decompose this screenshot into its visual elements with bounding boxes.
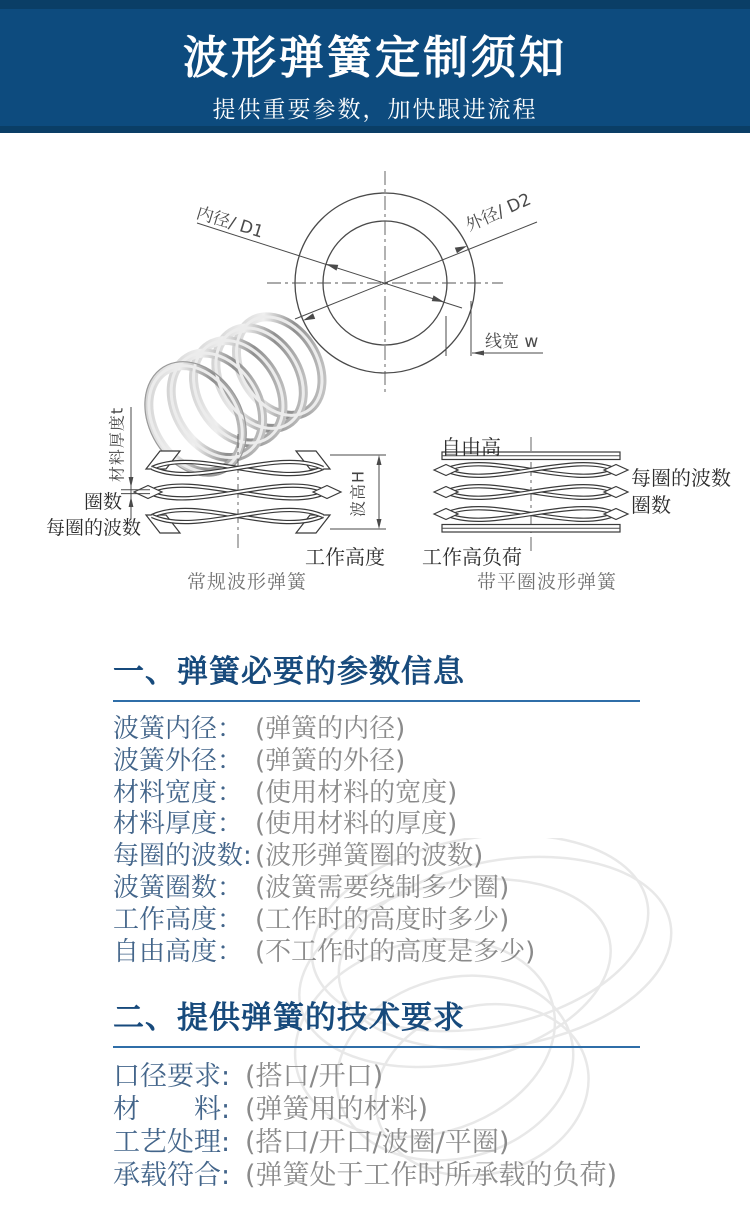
requirement-label: 承载符合:: [113, 1160, 231, 1191]
page-title: 波形弹簧定制须知: [182, 31, 567, 84]
requirement-row: [113, 1060, 673, 1093]
param-label: 材料厚度：: [113, 809, 244, 840]
param-label: 波簧圈数：: [113, 872, 244, 903]
shim-spring-caption: 带平圈波形弹簧: [477, 571, 618, 593]
section1-underline: [113, 700, 640, 702]
param-desc: (不工作时的高度是多少): [255, 936, 536, 967]
turns-label-left: 圈数: [84, 491, 123, 513]
param-label: 工作高度：: [113, 904, 244, 935]
param-row: [113, 873, 673, 905]
work-height-label: 工作高度: [305, 545, 385, 569]
requirement-desc: (弹簧处于工作时所承载的负荷): [245, 1160, 618, 1191]
section1-title: 一、弹簧必要的参数信息: [113, 654, 465, 690]
regular-spring-caption: 常规波形弹簧: [186, 571, 307, 593]
param-label: 自由高度：: [113, 936, 244, 967]
param-desc: (弹簧的内径): [255, 714, 406, 744]
requirement-label: 口径要求:: [113, 1061, 231, 1092]
wave-height-label: 波高H: [348, 469, 368, 518]
param-desc: (使用材料的厚度): [255, 809, 458, 840]
waves-per-turn-label-left: 每圈的波数: [46, 517, 142, 539]
param-label: 波簧外径：: [113, 745, 244, 776]
param-row: [113, 841, 673, 873]
requirement-desc: (弹簧用的材料): [245, 1094, 429, 1125]
section1-rows: [113, 714, 673, 968]
requirement-row: [113, 1093, 673, 1126]
requirement-label: 材 料:: [113, 1094, 231, 1125]
inner-diameter-label: 内径/ D1: [193, 203, 266, 243]
material-thickness-label: 材料厚度t: [107, 406, 127, 483]
work-height-load-label: 工作高负荷: [422, 545, 522, 569]
param-label: 波簧内径：: [113, 714, 244, 744]
page-subtitle: 提供重要参数，加快跟进流程: [212, 97, 538, 123]
param-label: 每圈的波数:: [113, 841, 252, 872]
free-height-label: 自由高: [441, 435, 501, 459]
param-desc: (使用材料的宽度): [255, 777, 458, 808]
requirement-row: [113, 1159, 673, 1192]
param-desc: (波形弹簧圈的波数): [255, 841, 484, 872]
param-row: [113, 905, 673, 937]
spring-photo: [112, 293, 355, 504]
waves-per-turn-label-right: 每圈的波数: [631, 466, 731, 490]
requirement-row: [113, 1126, 673, 1159]
turns-label-right: 圈数: [631, 493, 671, 517]
outer-diameter-label: 外径/ D2: [462, 189, 535, 236]
param-desc: (弹簧的外径): [255, 745, 406, 776]
param-row: [113, 937, 673, 969]
band-width-label: 线宽 w: [485, 332, 539, 352]
param-desc: (波簧需要绕制多少圈): [255, 872, 510, 903]
requirement-desc: (搭口/开口): [245, 1061, 384, 1092]
param-row: [113, 778, 673, 810]
param-row: [113, 809, 673, 841]
section2-title: 二、提供弹簧的技术要求: [113, 1000, 465, 1036]
header-banner: [0, 0, 750, 133]
param-desc: (工作时的高度时多少): [255, 904, 510, 935]
param-row: [113, 714, 673, 746]
section2-rows: [113, 1060, 673, 1192]
section-technical-requirements: [113, 992, 673, 1192]
param-row: [113, 746, 673, 778]
requirement-label: 工艺处理:: [113, 1127, 231, 1158]
section-required-parameters: [113, 646, 673, 968]
requirement-desc: (搭口/开口/波圈/平圈): [245, 1127, 510, 1158]
param-label: 材料宽度：: [113, 777, 244, 808]
section2-underline: [113, 1046, 640, 1048]
